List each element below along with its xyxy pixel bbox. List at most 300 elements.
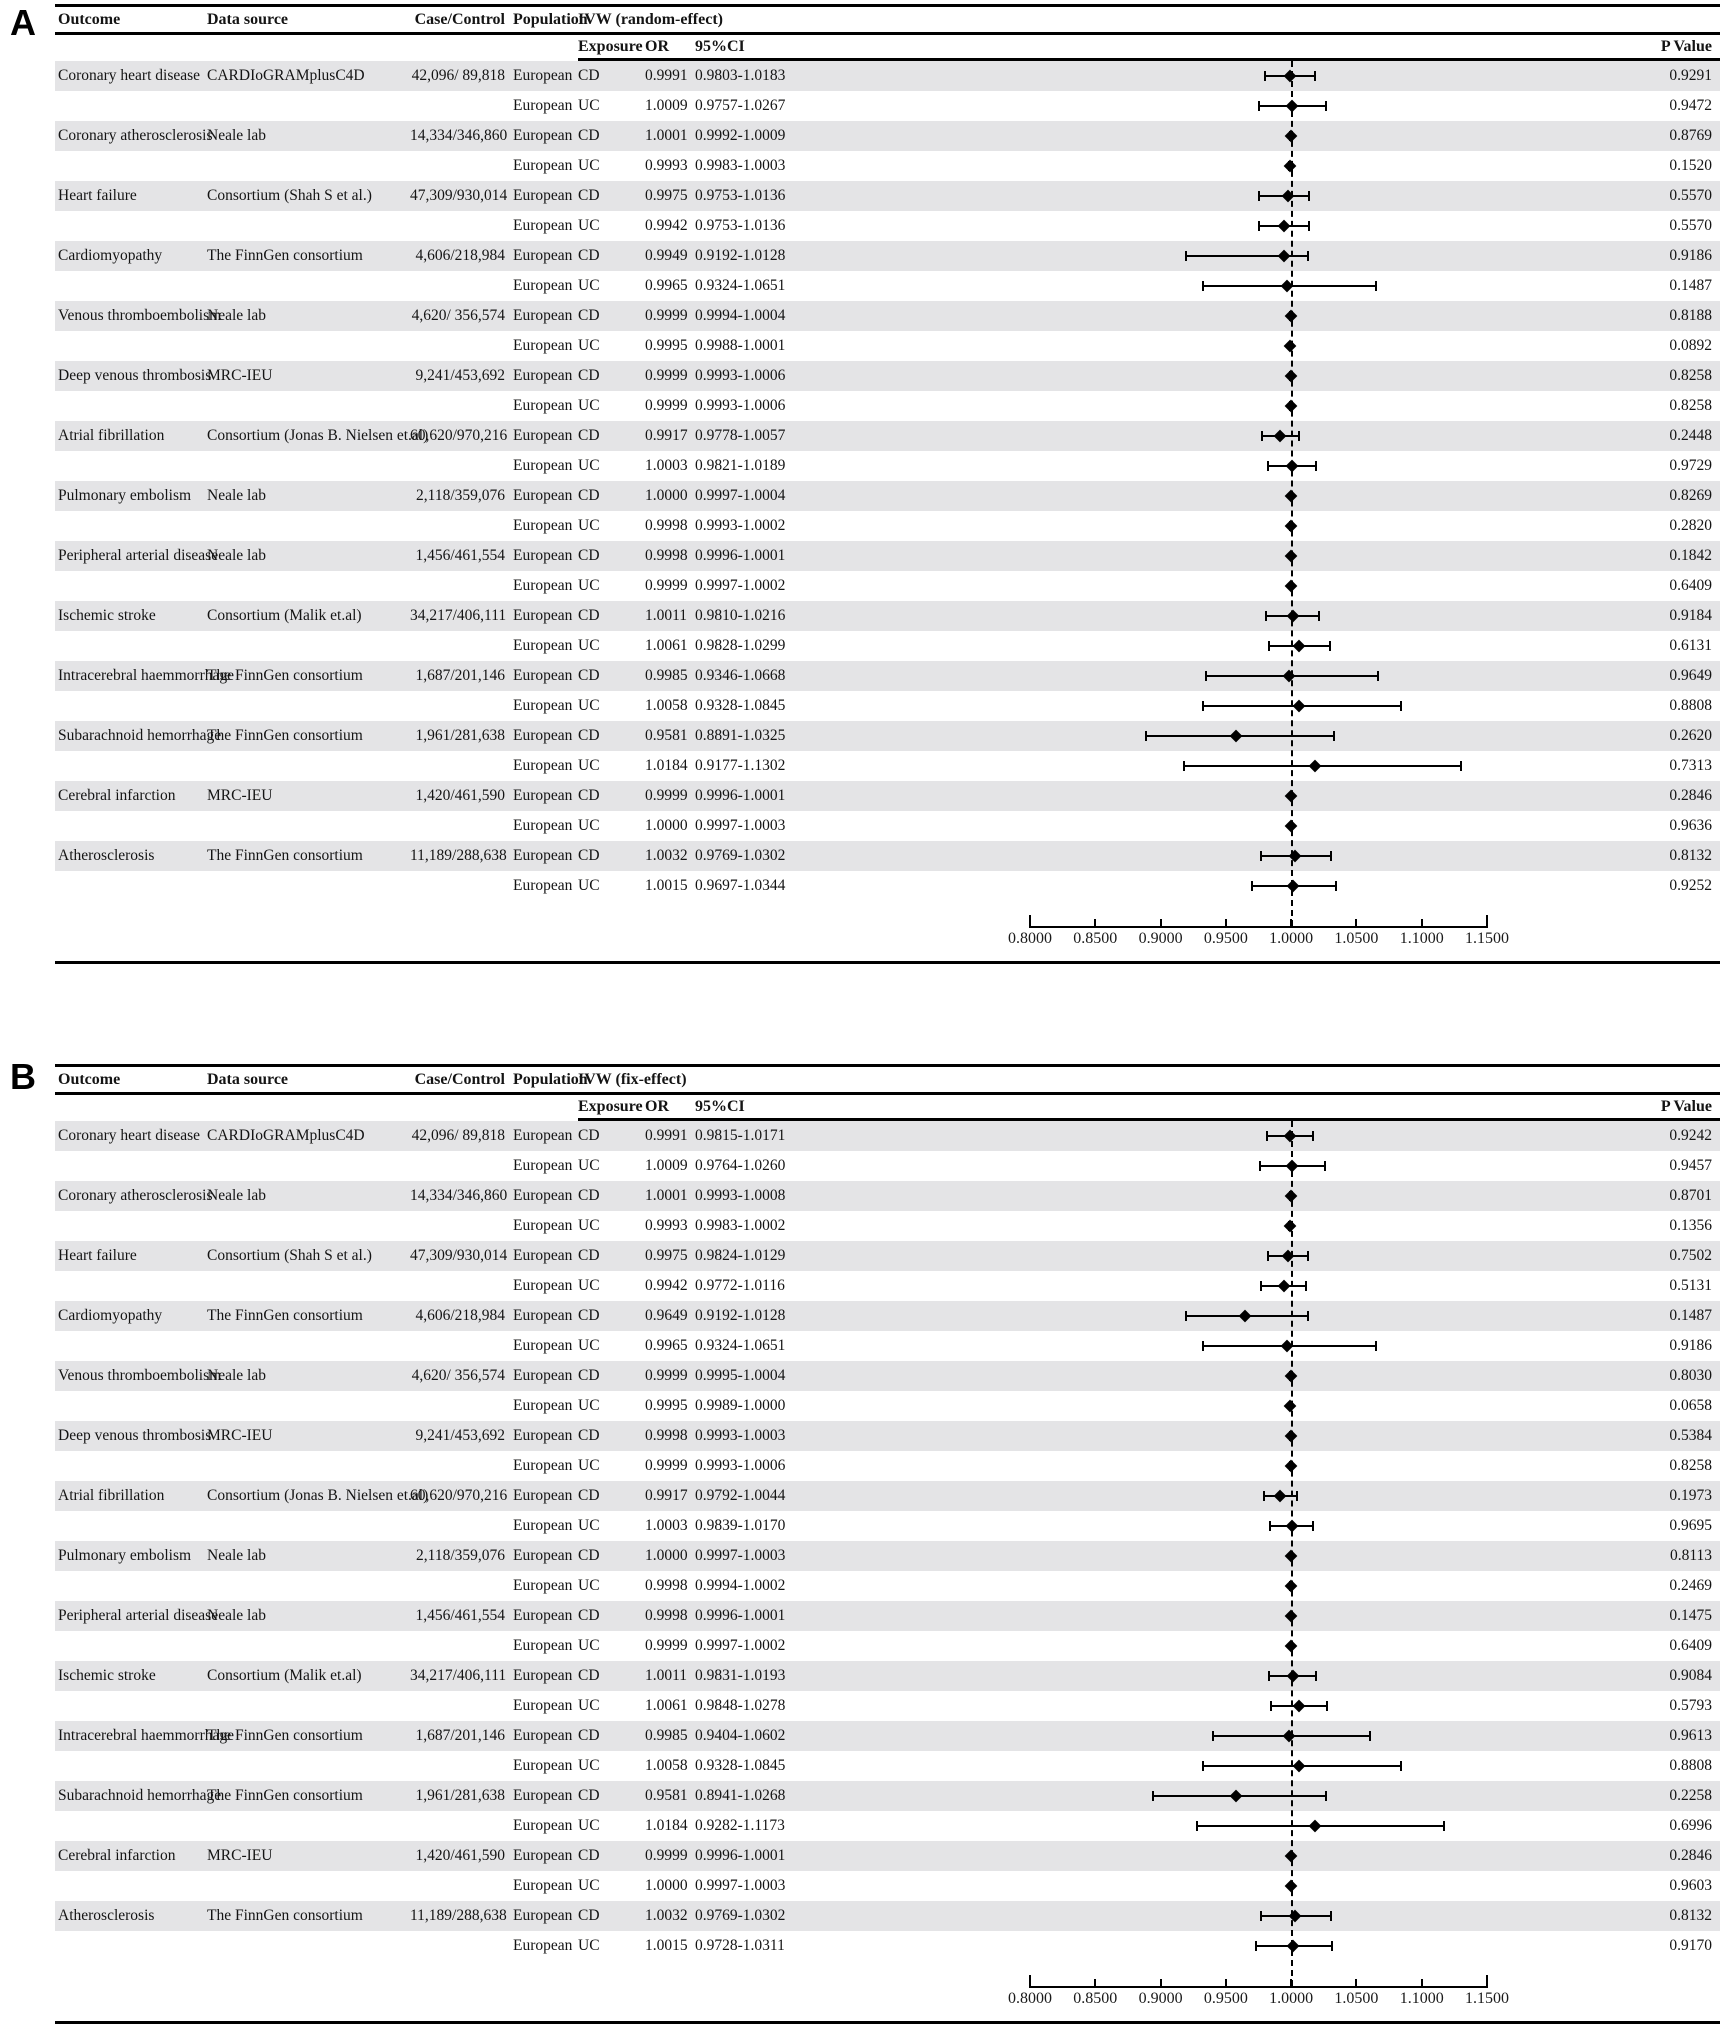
exposure-cell: UC — [578, 1757, 600, 1774]
ci-cap-right — [1308, 221, 1310, 231]
ci-cap-right — [1330, 1911, 1332, 1921]
ci-cell: 0.9996-1.0001 — [695, 1847, 786, 1864]
outcome-cell: Coronary atherosclerosis — [58, 127, 213, 144]
outcome-cell: Venous thromboembolism — [58, 307, 222, 324]
axis-tick — [1486, 915, 1488, 928]
case-control-cell: 42,096/ 89,818 — [411, 1127, 505, 1144]
ci-cell: 0.9992-1.0009 — [695, 127, 786, 144]
ci-cap-left — [1196, 1821, 1198, 1831]
ci-line — [1184, 765, 1461, 767]
table-row — [55, 1721, 1720, 1751]
ci-cap-right — [1312, 1131, 1314, 1141]
p-value-cell: 0.8113 — [1669, 1547, 1712, 1564]
case-control-cell: 1,420/461,590 — [415, 1847, 505, 1864]
population-cell: European — [513, 577, 573, 594]
table-row — [55, 1121, 1720, 1151]
population-cell: European — [513, 307, 573, 324]
panel-body — [55, 61, 1720, 957]
or-diamond — [1277, 1280, 1290, 1293]
population-cell: European — [513, 517, 573, 534]
or-cell: 0.9975 — [645, 1247, 688, 1264]
plot-cell — [1030, 1151, 1487, 1181]
plot-cell — [1030, 61, 1487, 91]
ci-cap-left — [1258, 221, 1260, 231]
ci-cap-right — [1330, 851, 1332, 861]
exposure-cell: UC — [578, 337, 600, 354]
ci-column-header: 95%CI — [695, 1097, 745, 1115]
or-cell: 1.0000 — [645, 487, 688, 504]
ci-cap-right — [1333, 731, 1335, 741]
ci-cap-left — [1261, 431, 1263, 441]
p-value-cell: 0.6996 — [1669, 1817, 1712, 1834]
ci-cell: 0.9994-1.0004 — [695, 307, 786, 324]
or-diamond — [1274, 430, 1287, 443]
outcome-cell: Venous thromboembolism — [58, 1367, 222, 1384]
table-row — [55, 1841, 1720, 1871]
table-row — [55, 91, 1720, 121]
or-cell: 0.9942 — [645, 1277, 688, 1294]
table-row — [55, 1301, 1720, 1331]
sub-header-spacer — [55, 1095, 578, 1121]
ci-cap-right — [1325, 101, 1327, 111]
exposure-cell: CD — [578, 847, 600, 864]
case-control-cell: 60,620/970,216 — [410, 1487, 508, 1504]
data-source-cell: Consortium (Jonas B. Nielsen et.al) — [207, 427, 429, 444]
p-value-cell: 0.2846 — [1669, 1847, 1712, 1864]
p-value-cell: 0.8132 — [1669, 1907, 1712, 1924]
exposure-cell: UC — [578, 1277, 600, 1294]
or-cell: 0.9581 — [645, 727, 688, 744]
table-row — [55, 1211, 1720, 1241]
table-row — [55, 721, 1720, 751]
plot-cell — [1030, 1571, 1487, 1601]
or-cell: 0.9999 — [645, 307, 688, 324]
exposure-cell: CD — [578, 487, 600, 504]
data-source-cell: The FinnGen consortium — [207, 1907, 363, 1924]
ci-cell: 0.9192-1.0128 — [695, 1307, 786, 1324]
or-cell: 0.9998 — [645, 517, 688, 534]
panel-b-label: B — [10, 1056, 36, 1097]
outcome-cell: Atrial fibrillation — [58, 427, 165, 444]
or-cell: 0.9999 — [645, 1367, 688, 1384]
axis-tick — [1094, 1979, 1096, 1988]
exposure-cell: UC — [578, 1937, 600, 1954]
axis-tick-label: 1.1000 — [1399, 930, 1444, 947]
or-cell: 0.9949 — [645, 247, 688, 264]
or-cell: 0.9998 — [645, 1607, 688, 1624]
case-control-cell: 34,217/406,111 — [410, 607, 507, 624]
plot-cell — [1030, 511, 1487, 541]
table-row — [55, 871, 1720, 901]
case-control-cell: 4,606/218,984 — [415, 247, 505, 264]
exposure-cell: CD — [578, 1247, 600, 1264]
ci-cap-right — [1369, 1731, 1371, 1741]
plot-cell — [1030, 181, 1487, 211]
or-cell: 0.9985 — [645, 1727, 688, 1744]
rows — [55, 61, 1720, 901]
case-control-cell: 4,620/ 356,574 — [411, 307, 505, 324]
ci-cell: 0.9995-1.0004 — [695, 1367, 786, 1384]
ci-cell: 0.9764-1.0260 — [695, 1157, 786, 1174]
p-value-cell: 0.2846 — [1669, 787, 1712, 804]
axis-tick-label: 1.1500 — [1465, 1990, 1509, 2007]
or-cell: 1.0058 — [645, 1757, 688, 1774]
or-diamond — [1274, 1490, 1287, 1503]
exposure-cell: UC — [578, 1877, 600, 1894]
ci-cap-right — [1315, 1671, 1317, 1681]
p-value-cell: 0.5793 — [1669, 1697, 1712, 1714]
exposure-cell: UC — [578, 97, 600, 114]
table-row — [55, 121, 1720, 151]
ci-cap-left — [1202, 281, 1204, 291]
or-diamond — [1283, 1730, 1296, 1743]
exposure-cell: UC — [578, 157, 600, 174]
ci-cell: 0.9997-1.0003 — [695, 1877, 786, 1894]
ci-cap-left — [1267, 1251, 1269, 1261]
or-diamond — [1309, 1820, 1322, 1833]
ci-cell: 0.9177-1.1302 — [695, 757, 786, 774]
exposure-cell: UC — [578, 1217, 600, 1234]
population-cell: European — [513, 1337, 573, 1354]
ci-cap-left — [1152, 1791, 1154, 1801]
ci-cell: 0.9824-1.0129 — [695, 1247, 786, 1264]
ci-cell: 0.9828-1.0299 — [695, 637, 786, 654]
ci-cell: 0.9815-1.0171 — [695, 1127, 786, 1144]
ci-cap-left — [1202, 1341, 1204, 1351]
exposure-cell: CD — [578, 307, 600, 324]
outcome-cell: Atherosclerosis — [58, 847, 155, 864]
plot-cell — [1030, 1301, 1487, 1331]
axis-tick-label: 1.1000 — [1399, 1990, 1444, 2007]
table-row — [55, 1271, 1720, 1301]
or-column-header: OR — [645, 37, 669, 55]
or-cell: 1.0061 — [645, 637, 688, 654]
or-cell: 1.0032 — [645, 1907, 688, 1924]
outcome-cell: Intracerebral haemmorrhage — [58, 667, 234, 684]
exposure-cell: UC — [578, 1457, 600, 1474]
population-cell: European — [513, 217, 573, 234]
population-cell: European — [513, 787, 573, 804]
plot-cell — [1030, 691, 1487, 721]
p-value-cell: 0.1356 — [1669, 1217, 1712, 1234]
ci-cell: 0.9769-1.0302 — [695, 847, 786, 864]
exposure-cell: CD — [578, 1727, 600, 1744]
ci-cap-right — [1318, 611, 1320, 621]
or-cell: 1.0000 — [645, 1547, 688, 1564]
exposure-cell: CD — [578, 1127, 600, 1144]
case-control-cell: 9,241/453,692 — [415, 367, 505, 384]
plot-cell — [1030, 1871, 1487, 1901]
p-value-cell: 0.2469 — [1669, 1577, 1712, 1594]
ci-cell: 0.9810-1.0216 — [695, 607, 786, 624]
exposure-cell: UC — [578, 1517, 600, 1534]
plot-cell — [1030, 271, 1487, 301]
table-row — [55, 1541, 1720, 1571]
ci-cap-right — [1315, 461, 1317, 471]
p-value-cell: 0.9242 — [1669, 1127, 1712, 1144]
ci-cap-right — [1324, 1161, 1326, 1171]
or-diamond — [1230, 730, 1243, 743]
axis-tick-label: 1.0500 — [1334, 1990, 1379, 2007]
ci-cap-right — [1307, 1311, 1309, 1321]
outcome-cell: Intracerebral haemmorrhage — [58, 1727, 234, 1744]
outcome-cell: Peripheral arterial disease — [58, 547, 219, 564]
ci-cell: 0.9328-1.0845 — [695, 1757, 786, 1774]
or-cell: 0.9649 — [645, 1307, 688, 1324]
exposure-cell: UC — [578, 817, 600, 834]
population-cell: European — [513, 1787, 573, 1804]
p-value-cell: 0.5570 — [1669, 187, 1712, 204]
population-cell: European — [513, 1727, 573, 1744]
table-row — [55, 1631, 1720, 1661]
or-cell: 0.9991 — [645, 1127, 688, 1144]
table-row — [55, 811, 1720, 841]
plot-cell — [1030, 331, 1487, 361]
population-cell: European — [513, 1577, 573, 1594]
or-cell: 0.9998 — [645, 1577, 688, 1594]
axis-tick-label: 0.9500 — [1203, 1990, 1248, 2007]
plot-cell — [1030, 1811, 1487, 1841]
ci-cap-left — [1212, 1731, 1214, 1741]
table-row — [55, 661, 1720, 691]
case-control-cell: 14,334/346,860 — [410, 127, 508, 144]
ci-cap-left — [1258, 101, 1260, 111]
ci-cell: 0.9324-1.0651 — [695, 277, 786, 294]
population-cell: European — [513, 67, 573, 84]
axis-tick — [1486, 1975, 1488, 1988]
header-row — [55, 7, 1720, 35]
exposure-cell: CD — [578, 127, 600, 144]
p-value-cell: 0.5570 — [1669, 217, 1712, 234]
or-cell: 0.9999 — [645, 1847, 688, 1864]
ci-cap-left — [1185, 251, 1187, 261]
population-cell: European — [513, 667, 573, 684]
case-control-cell: 1,687/201,146 — [415, 667, 505, 684]
plot-cell — [1030, 841, 1487, 871]
reference-line — [1291, 61, 1293, 926]
data-source-column-header: Data source — [207, 10, 289, 28]
or-cell: 0.9975 — [645, 187, 688, 204]
ci-cap-left — [1258, 191, 1260, 201]
data-source-cell: MRC-IEU — [207, 1847, 273, 1864]
exposure-cell: UC — [578, 457, 600, 474]
axis-tick-label: 0.9500 — [1203, 930, 1248, 947]
plot-cell — [1030, 1781, 1487, 1811]
outcome-cell: Atherosclerosis — [58, 1907, 155, 1924]
population-cell: European — [513, 277, 573, 294]
ci-column-header: 95%CI — [695, 37, 745, 55]
or-cell: 1.0003 — [645, 457, 688, 474]
plot-cell — [1030, 1241, 1487, 1271]
table-row — [55, 751, 1720, 781]
ci-cap-left — [1265, 611, 1267, 621]
ci-cap-left — [1202, 1761, 1204, 1771]
table-row — [55, 151, 1720, 181]
ci-cell: 0.9994-1.0002 — [695, 1577, 786, 1594]
or-cell: 0.9917 — [645, 1487, 688, 1504]
p-value-cell: 0.9084 — [1669, 1667, 1712, 1684]
plot-cell — [1030, 301, 1487, 331]
table-row — [55, 1661, 1720, 1691]
plot-cell — [1030, 1601, 1487, 1631]
exposure-cell: UC — [578, 1157, 600, 1174]
population-cell: European — [513, 457, 573, 474]
exposure-cell: CD — [578, 667, 600, 684]
plot-cell — [1030, 751, 1487, 781]
method-header: IVW (random-effect) — [578, 10, 723, 28]
ci-cap-right — [1335, 881, 1337, 891]
exposure-cell: CD — [578, 547, 600, 564]
plot-cell — [1030, 781, 1487, 811]
population-cell: European — [513, 637, 573, 654]
or-cell: 0.9917 — [645, 427, 688, 444]
p-value-cell: 0.8769 — [1669, 127, 1712, 144]
table-row — [55, 1361, 1720, 1391]
exposure-cell: CD — [578, 1547, 600, 1564]
exposure-cell: CD — [578, 607, 600, 624]
ci-cell: 0.9821-1.0189 — [695, 457, 786, 474]
exposure-cell: CD — [578, 1607, 600, 1624]
table-row — [55, 331, 1720, 361]
or-cell: 1.0001 — [645, 127, 688, 144]
p-value-cell: 0.9291 — [1669, 67, 1712, 84]
data-source-cell: Neale lab — [207, 487, 266, 504]
data-source-cell: Neale lab — [207, 1367, 266, 1384]
ci-cell: 0.9996-1.0001 — [695, 1607, 786, 1624]
axis-tick — [1160, 919, 1162, 928]
ci-cap-right — [1296, 1491, 1298, 1501]
ci-cap-right — [1400, 701, 1402, 711]
plot-cell — [1030, 1721, 1487, 1751]
p-value-cell: 0.7313 — [1669, 757, 1712, 774]
population-cell: European — [513, 1877, 573, 1894]
ci-cap-right — [1307, 1251, 1309, 1261]
or-cell: 0.9999 — [645, 1637, 688, 1654]
ci-cap-right — [1443, 1821, 1445, 1831]
ci-cap-right — [1375, 281, 1377, 291]
table-row — [55, 271, 1720, 301]
plot-cell — [1030, 1661, 1487, 1691]
population-cell: European — [513, 1847, 573, 1864]
or-cell: 0.9999 — [645, 1457, 688, 1474]
case-control-cell: 34,217/406,111 — [410, 1667, 507, 1684]
or-diamond — [1292, 1760, 1305, 1773]
data-source-cell: Consortium (Shah S et al.) — [207, 187, 372, 204]
table-row — [55, 691, 1720, 721]
p-value-cell: 0.0892 — [1669, 337, 1712, 354]
or-diamond — [1277, 220, 1290, 233]
rows — [55, 1121, 1720, 1961]
axis-tick — [1225, 919, 1227, 928]
table-row — [55, 211, 1720, 241]
data-source-cell: Neale lab — [207, 1547, 266, 1564]
plot-cell — [1030, 1391, 1487, 1421]
plot-cell — [1030, 631, 1487, 661]
ci-cell: 0.9993-1.0003 — [695, 1427, 786, 1444]
p-value-cell: 0.9695 — [1669, 1517, 1712, 1534]
population-cell: European — [513, 1667, 573, 1684]
outcome-cell: Coronary atherosclerosis — [58, 1187, 213, 1204]
case-control-cell: 2,118/359,076 — [416, 1547, 505, 1564]
exposure-cell: UC — [578, 397, 600, 414]
population-cell: European — [513, 1397, 573, 1414]
panel-a — [55, 4, 1720, 964]
exposure-cell: UC — [578, 1337, 600, 1354]
plot-cell — [1030, 1331, 1487, 1361]
table-row — [55, 841, 1720, 871]
or-diamond — [1278, 250, 1291, 263]
or-diamond — [1309, 760, 1322, 773]
population-column-header: Population — [513, 10, 588, 28]
ci-cap-right — [1305, 1281, 1307, 1291]
p-value-column-header: P Value — [1660, 37, 1712, 55]
p-value-cell: 0.9649 — [1669, 667, 1712, 684]
population-cell: European — [513, 127, 573, 144]
outcome-cell: Deep venous thrombosis — [58, 1427, 212, 1444]
or-cell: 0.9998 — [645, 1427, 688, 1444]
outcome-cell: Coronary heart disease — [58, 1127, 201, 1144]
ci-cap-right — [1329, 641, 1331, 651]
panel-body — [55, 1121, 1720, 2017]
ci-cap-right — [1312, 1521, 1314, 1531]
p-value-cell: 0.9252 — [1669, 877, 1712, 894]
population-cell: European — [513, 1277, 573, 1294]
population-cell: European — [513, 1817, 573, 1834]
or-cell: 0.9999 — [645, 577, 688, 594]
p-value-cell: 0.8258 — [1669, 1457, 1712, 1474]
population-cell: European — [513, 1217, 573, 1234]
or-cell: 1.0184 — [645, 757, 688, 774]
outcome-cell: Heart failure — [58, 1247, 137, 1264]
population-cell: European — [513, 247, 573, 264]
ci-cap-left — [1145, 731, 1147, 741]
table-row — [55, 361, 1720, 391]
table-row — [55, 1871, 1720, 1901]
population-cell: European — [513, 1487, 573, 1504]
plot-cell — [1030, 1451, 1487, 1481]
or-column-header: OR — [645, 1097, 669, 1115]
or-cell: 0.9942 — [645, 217, 688, 234]
data-source-cell: The FinnGen consortium — [207, 1727, 363, 1744]
p-value-cell: 0.2258 — [1669, 1787, 1712, 1804]
population-cell: European — [513, 1307, 573, 1324]
axis — [55, 1973, 1720, 2017]
plot-cell — [1030, 241, 1487, 271]
p-value-cell: 0.1487 — [1669, 277, 1712, 294]
ci-cell: 0.9993-1.0008 — [695, 1187, 786, 1204]
ci-cap-left — [1251, 881, 1253, 891]
population-cell: European — [513, 607, 573, 624]
axis — [55, 913, 1720, 957]
data-source-cell: The FinnGen consortium — [207, 667, 363, 684]
table-row — [55, 1571, 1720, 1601]
data-source-cell: Neale lab — [207, 547, 266, 564]
exposure-cell: UC — [578, 577, 600, 594]
data-source-cell: MRC-IEU — [207, 787, 273, 804]
case-control-cell: 2,118/359,076 — [416, 487, 505, 504]
population-cell: European — [513, 757, 573, 774]
plot-cell — [1030, 1901, 1487, 1931]
outcome-cell: Peripheral arterial disease — [58, 1607, 219, 1624]
or-cell: 0.9985 — [645, 667, 688, 684]
ci-cell: 0.9757-1.0267 — [695, 97, 786, 114]
population-cell: European — [513, 1457, 573, 1474]
or-diamond — [1292, 700, 1305, 713]
population-cell: European — [513, 397, 573, 414]
axis-tick — [1355, 919, 1357, 928]
table-row — [55, 781, 1720, 811]
outcome-column-header: Outcome — [58, 10, 121, 28]
